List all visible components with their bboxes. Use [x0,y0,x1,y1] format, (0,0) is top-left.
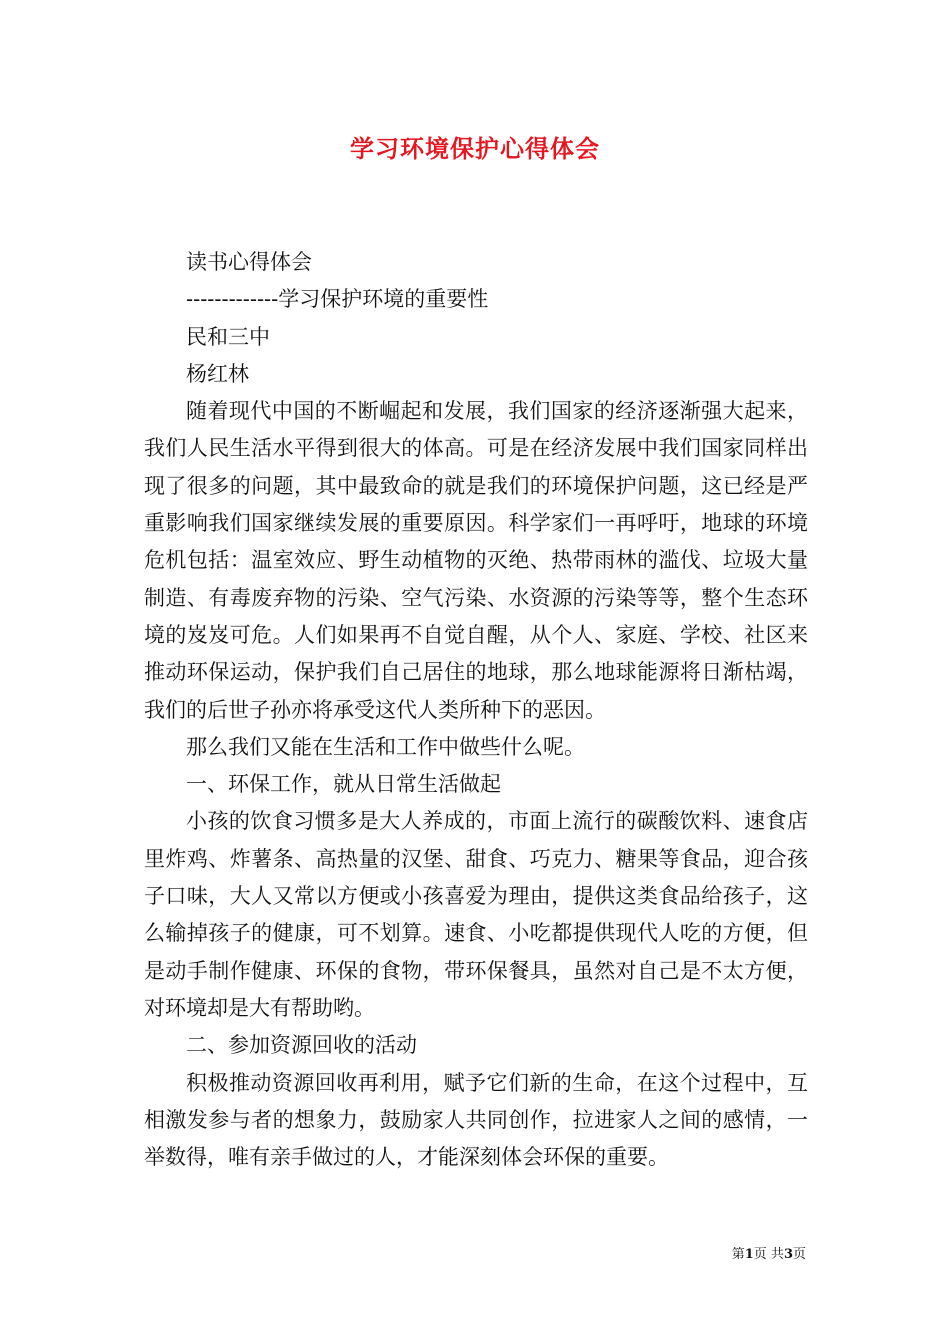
document-title: 学习环境保护心得体会 [350,134,600,163]
footer-prefix: 第 [731,1247,745,1262]
current-page-number: 1 [744,1247,754,1262]
section-heading-2: 二、参加资源回收的活动 [186,1033,417,1058]
paragraph-subject: 读书心得体会 [186,250,312,274]
paragraph-section-2: 积极推动资源回收再利用，赋予它们新的生命，在这个过程中，互相激发参与者的想象力，鼓励家人共同创作，拉进家人之间的感情，一举数得，唯有亲手做过的人，才能深刻体会环保的重要。 [144,1070,808,1170]
document-body [144,244,808,1176]
paragraph-school: 民和三中 [186,324,270,349]
paragraph-intro: 随着现代中国的不断崛起和发展，我们国家的经济逐渐强大起来，我们人民生活水平得到很大的体高。可是在经济发展中我们国家同样出现了很多的问题，其中最致命的就是我们的环境保护问题，这已经是严重影响我们国家继续发展的重要原因。科学家们一再呼吁，地球的环境危机包括：温室效应、野生动植物的灭绝、热带雨林的滥伐、垃圾大量制造、有毒废弃物的污染、空气污染、水资源的污染等等，整个生态环境的岌岌可危。人们如果再不自觉自醒，从个人、家庭、学校、社区来推动环保运动，保护我们自己居住的地球，那么地球能源将日渐枯竭，我们的后世子孙亦将承受这代人类所种下的恶因。 [144,399,808,722]
paragraph-author: 杨红林 [186,361,249,386]
paragraph-section-1: 小孩的饮食习惯多是大人养成的，市面上流行的碳酸饮料、速食店里炸鸡、炸薯条、高热量的汉堡、甜食、巧克力、糖果等食品，迎合孩子口味，大人又常以方便或小孩喜爱为理由，提供这类食品给孩子，这么输掉孩子的健康，可不划算。速食、小吃都提供现代人吃的方便，但是动手制作健康、环保的食物，带环保餐具，虽然对自己是不太方便，对环境却是大有帮助哟。 [144,809,808,1020]
footer-suffix: 页 [792,1247,806,1262]
total-page-number: 3 [783,1247,793,1262]
paragraph-question: 那么我们又能在生活和工作中做些什么呢。 [186,734,585,759]
footer-middle: 页 共 [753,1247,784,1262]
page-number-footer [620,1246,806,1264]
section-heading-1: 一、环保工作，就从日常生活做起 [186,772,501,797]
paragraph-subtitle: -------------学习保护环境的重要性 [186,287,489,312]
